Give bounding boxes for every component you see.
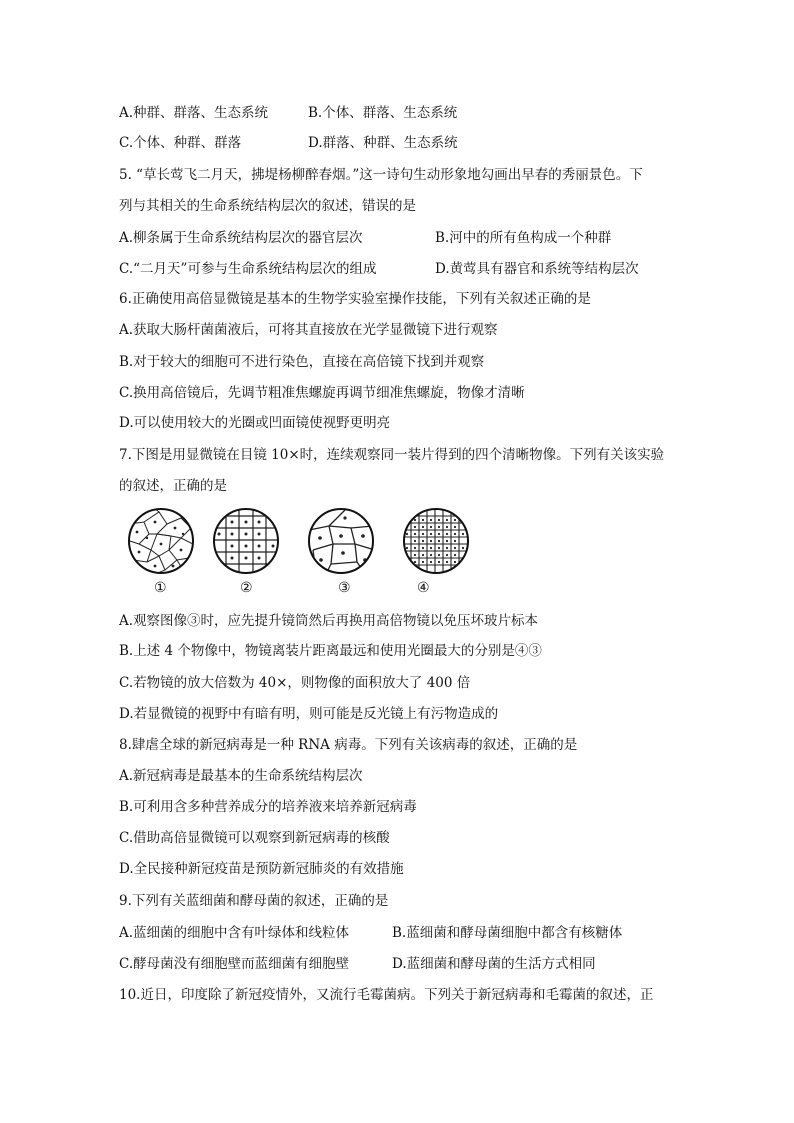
microscope-field-1 [127,504,193,576]
q8-option-a: A.新冠病毒是最基本的生命系统结构层次 [119,768,363,784]
q6-option-c: C.换用高倍镜后，先调节粗准焦螺旋再调节细准焦螺旋，物像才清晰 [119,385,525,401]
q7-option-d: D.若显微镜的视野中有暗有明，则可能是反光镜上有污物造成的 [119,706,499,722]
q6-option-d: D.可以使用较大的光圈或凹面镜使视野更明亮 [119,415,391,431]
q5-stem-line1: 5. “草长莺飞二月天，拂堤杨柳醉春烟。”这一诗句生动形象地勾画出早春的秀丽景色。下 [119,167,643,183]
microscope-field-4 [399,504,474,584]
q9-stem: 9.下列有关蓝细菌和酵母菌的叙述，正确的是 [119,893,389,909]
q8-option-d: D.全民接种新冠疫苗是预防新冠肺炎的有效措施 [119,861,404,877]
q9-option-d: D.蓝细菌和酵母菌的生活方式相同 [392,956,596,972]
figure-label-4: ④ [417,580,430,596]
figure-label-3: ③ [338,580,351,596]
q8-option-c: C.借助高倍显微镜可以观察到新冠病毒的核酸 [119,830,390,846]
q5-option-c: C.“二月天”可参与生命系统结构层次的组成 [119,261,377,277]
q5-option-d: D.黄莺具有器官和系统等结构层次 [435,261,639,277]
q9-option-a: A.蓝细菌的细胞中含有叶绿体和线粒体 [119,925,350,941]
q4-option-b: B.个体、群落、生态系统 [308,105,458,121]
q4-option-a: A.种群、群落、生态系统 [119,105,269,121]
q4-option-c: C.个体、种群、群落 [119,135,242,151]
figure-label-2: ② [240,580,253,596]
q9-option-b: B.蓝细菌和酵母菌细胞中都含有核糖体 [392,925,623,941]
q4-option-d: D.群落、种群、生态系统 [308,135,458,151]
q8-stem: 8.肆虐全球的新冠病毒是一种 RNA 病毒。下列有关该病毒的叙述，正确的是 [119,737,578,753]
q10-stem-line1: 10.近日，印度除了新冠疫情外，又流行毛霉菌病。下列关于新冠病毒和毛霉菌的叙述，正 [119,987,654,1003]
q7-option-c: C.若物镜的放大倍数为 40×，则物像的面积放大了 400 倍 [119,675,471,691]
q7-option-a: A.观察图像③时，应先提升镜筒然后再换用高倍物镜以免压坏玻片标本 [119,613,539,629]
q9-option-c: C.酵母菌没有细胞壁而蓝细菌有细胞壁 [119,956,350,972]
q7-stem-line1: 7.下图是用显微镜在目镜 10×时，连续观察同一装片得到的四个清晰物像。下列有关该实验 [119,447,665,463]
microscope-figure [119,504,479,604]
q5-option-b: B.河中的所有鱼构成一个种群 [435,230,612,246]
q5-stem-line2: 列与其相关的生命系统结构层次的叙述，错误的是 [119,198,416,214]
q6-option-b: B.对于较大的细胞可不进行染色，直接在高倍镜下找到并观察 [119,354,485,370]
microscope-field-2 [209,504,284,584]
microscope-field-3 [309,509,375,576]
q5-option-a: A.柳条属于生命系统结构层次的器官层次 [119,230,363,246]
q7-option-b: B.上述 4 个物像中，物镜离装片距离最远和使用光圈最大的分别是④③ [119,643,542,659]
q7-stem-line2: 的叙述，正确的是 [119,478,227,494]
q8-option-b: B.可利用含多种营养成分的培养液来培养新冠病毒 [119,799,417,815]
q6-option-a: A.获取大肠杆菌菌液后，可将其直接放在光学显微镜下进行观察 [119,322,498,338]
q6-stem: 6.正确使用高倍显微镜是基本的生物学实验室操作技能，下列有关叙述正确的是 [119,291,591,307]
figure-label-1: ① [154,580,167,596]
